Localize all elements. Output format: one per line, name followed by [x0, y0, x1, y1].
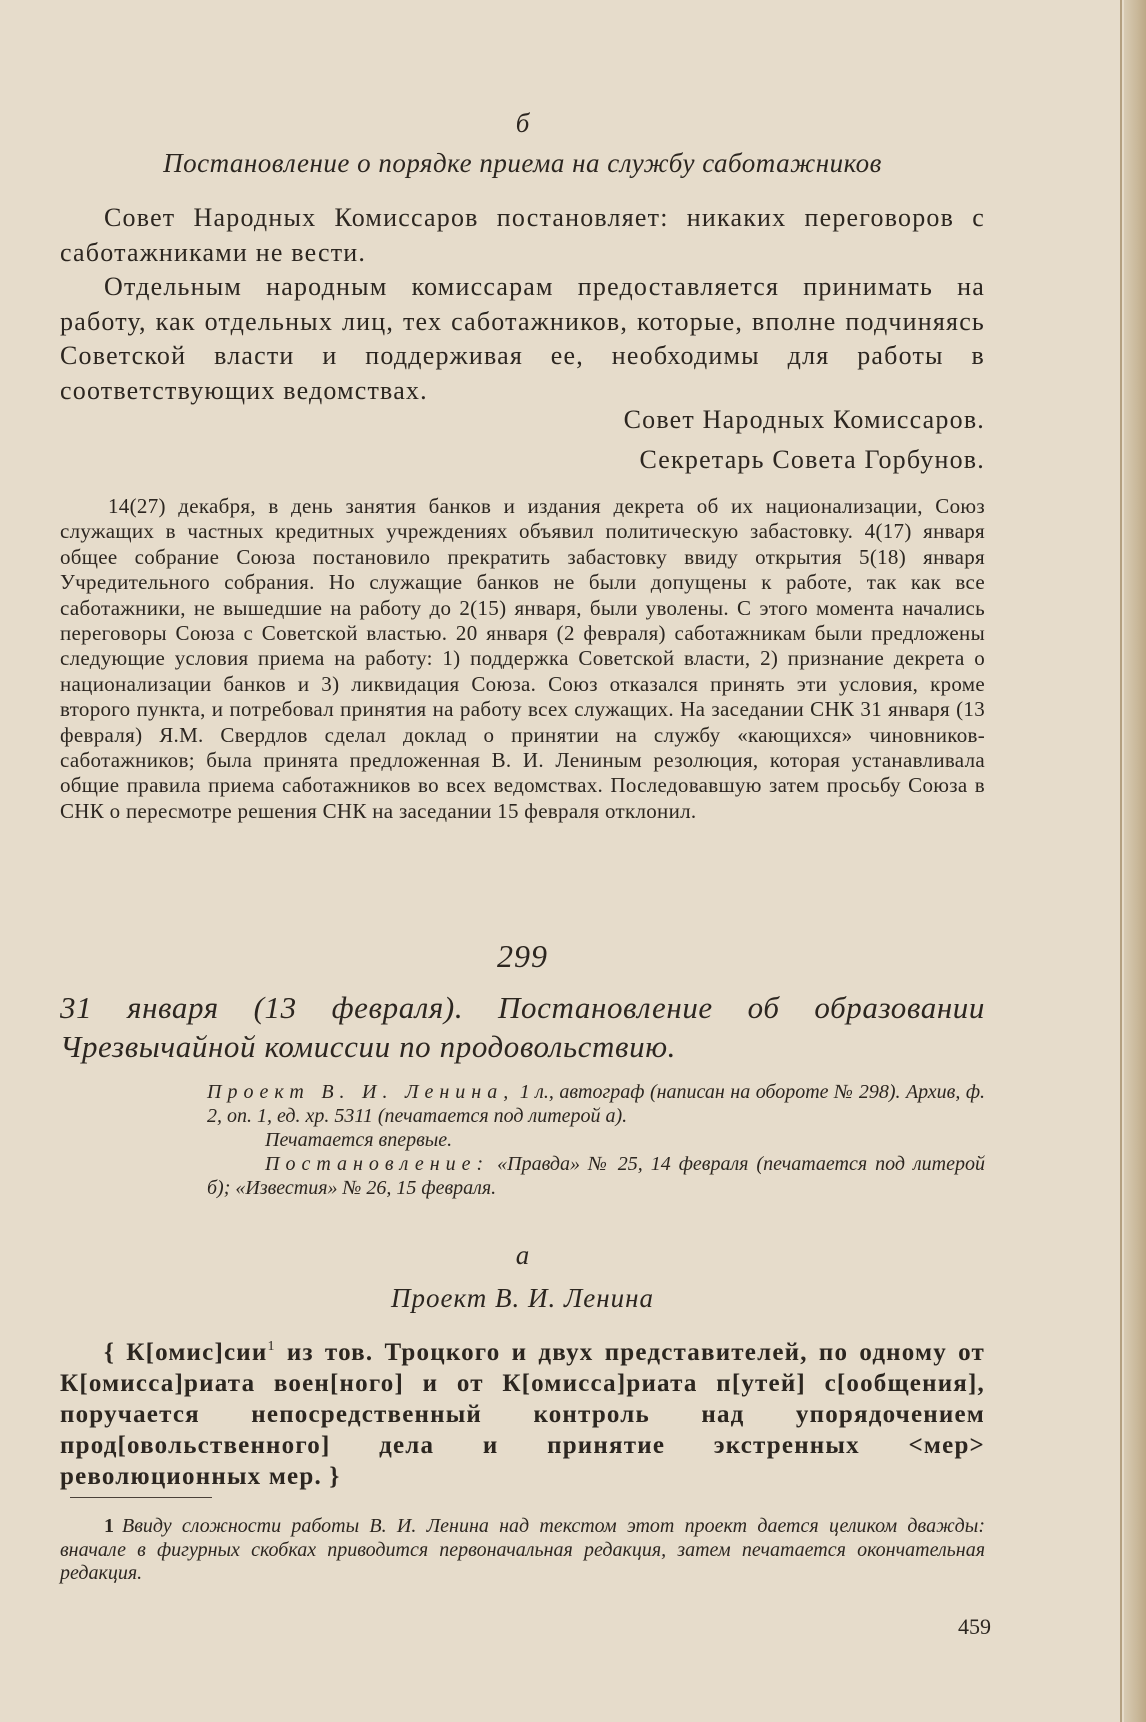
draft-body — [60, 1331, 985, 1492]
signature-secretary: Секретарь Совета Горбунов. — [639, 445, 985, 474]
draft-text-start: { К[омис]сии — [104, 1339, 268, 1366]
draft-text-middle: из тов. Троцкого и двух представителей, по одному от К[омисса]риата воен[ного] и от К[омисса]риата п[утей] с[ообщения], поручается непосредственный контроль над упорядочением прод[овольственного] дела и принятие экстренных — [60, 1339, 985, 1459]
footnote-divider — [70, 1497, 212, 1498]
struck-word: <мер> — [908, 1432, 985, 1459]
historical-note: 14(27) декабря, в день занятия банков и издания декрета об их национализации, Союз служащих в частных кредитных учреждениях объявил политическую забастовку. 4(17) января общее собрание Союза постановило прекратить забастовку ввиду открытия 5(18) января Учредительного собрания. Но служащие банков не были допущены к работе, так как все саботажники, не вышедшие на работу до 2(15) января, были уволены. С этого момента начались переговоры Союза с Советской властью. 20 января (2 февраля) саботажникам были предложены следующие условия приема на работу: 1) поддержка Советской власти, 2) признание декрета о национализации банков и 3) ликвидация Союза. Союз отказался принять эти условия, кроме второго пункта, и потребовал принятия на работу всех служащих. На заседании СНК 31 января (13 февраля) Я.М. Свердлов сделал доклад о принятии на службу «кающихся» чиновников-саботажников; была принята предложенная В. И. Лениным резолюция, которая устанавливала общие правила приема саботажников во всех ведомствах. Последовавшую затем просьбу Союза в СНК о пересмотре решения СНК на заседании 15 февраля отклонил. — [60, 494, 985, 823]
page-edge-line — [1120, 0, 1122, 1722]
document-number: 299 — [497, 938, 548, 974]
source-draft-text: 1 л., автограф (написан на обороте № 298). Архив, ф. 2, оп. 1, ед. хр. 5311 (печатается под литерой а). — [207, 1081, 986, 1127]
source-line-decree — [207, 1152, 985, 1200]
source-info — [207, 1080, 985, 1200]
decree-body — [60, 201, 985, 408]
decree-paragraph-1: Совет Народных Комиссаров постановляет: никаких переговоров с саботажниками не вести. — [60, 203, 985, 267]
source-line-draft — [207, 1080, 985, 1128]
sub-letter: а — [515, 1240, 530, 1270]
source-decree-label: Постановление: — [265, 1153, 490, 1175]
footnote-mark: 1 — [104, 1515, 114, 1537]
source-decree-text: «Правда» № 25, 14 февраля (печатается под литерой б); «Известия» № 26, 15 февраля. — [207, 1153, 985, 1199]
decree-title: Постановление о порядке приема на службу саботажников — [163, 148, 882, 178]
draft-heading: Проект В. И. Ленина — [390, 1283, 655, 1313]
signature — [60, 400, 985, 480]
footnote-reference[interactable]: 1 — [267, 1339, 276, 1354]
document-title: 31 января (13 февраля). Постановление об образовании Чрезвычайной комиссии по продовольствию. — [60, 990, 985, 1064]
page-edge — [1124, 0, 1146, 1722]
page-number: 459 — [958, 1614, 991, 1639]
footnote — [60, 1515, 985, 1586]
decree-paragraph-2: Отдельным народным комиссарам предоставляется принимать на работу, как отдельных лиц, тех саботажников, которые, вполне подчиняясь Советской власти и поддерживая ее, необходимы для работы в соответствующих ведомствах. — [60, 272, 985, 405]
footnote-text: Ввиду сложности работы В. И. Ленина над текстом этот проект дается целиком дважды: вначале в фигурных скобках приводится первоначальная редакция, затем печатается окончательная редакция. — [60, 1515, 985, 1584]
source-line-first-print: Печатается впервые. — [265, 1129, 453, 1151]
signature-council: Совет Народных Комиссаров. — [623, 405, 985, 434]
draft-text-end: революционных мер. } — [60, 1463, 341, 1490]
section-letter: б — [515, 108, 530, 138]
source-draft-label: Проект В. И. Ленина, — [207, 1081, 515, 1103]
